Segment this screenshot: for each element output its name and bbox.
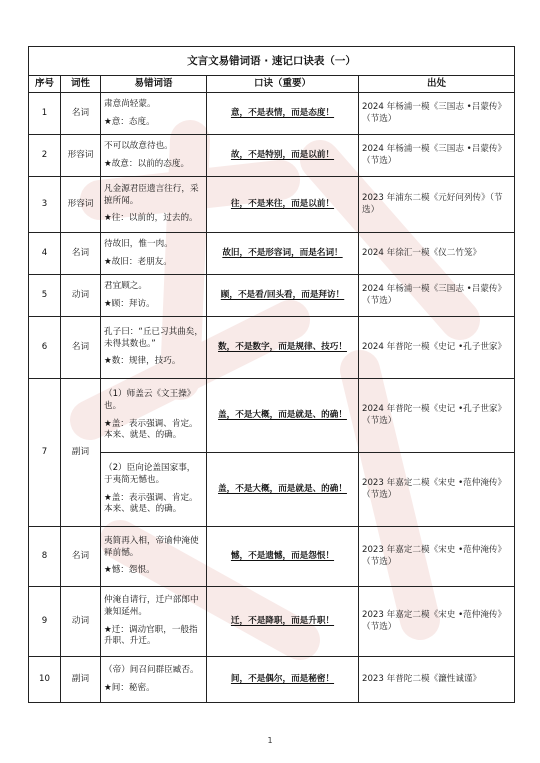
- table-row: [29, 379, 515, 453]
- row-no: 2: [29, 135, 61, 177]
- row-origin: 2024 年杨浦一模《三国志 •吕蒙传》（节选）: [359, 275, 515, 317]
- phrase-source: （1）师盖云《文王操》也。: [104, 389, 196, 411]
- row-no: 8: [29, 527, 61, 587]
- phrase-source: 君宜顾之。: [104, 280, 147, 291]
- table-row: [29, 177, 515, 233]
- table-row: [29, 233, 515, 275]
- row-no: 6: [29, 317, 61, 379]
- row-phrase: [101, 657, 207, 703]
- row-origin: 2024 年杨浦一模《三国志 •吕蒙传》（节选）: [359, 135, 515, 177]
- phrase-gloss: ★意：态度。: [104, 116, 155, 127]
- row-phrase: [101, 135, 207, 177]
- row-mnemonic: 故，不是特别，而是以前！: [230, 149, 335, 160]
- row-mnemonic: 故旧，不是形容词，而是名词！: [222, 247, 343, 258]
- row-no: 3: [29, 177, 61, 233]
- row-mnemonic: 盖，不是大概，而是就是、的确！: [218, 409, 347, 420]
- row-mnemonic: 数，不是数字，而是规律、技巧！: [218, 341, 347, 352]
- phrase-gloss: ★数：规律，技巧。: [104, 356, 181, 367]
- row-phrase: [101, 177, 207, 233]
- phrase-source: 孔子曰：“丘已习其曲矣，未得其数也。”: [104, 327, 203, 349]
- phrase-source: （2）臣向论盖国家事，于夷简无憾也。: [104, 463, 196, 485]
- row-phrase: [101, 453, 207, 527]
- phrase-gloss: ★盖：表示强调、肯定。本来、就是、的确。: [104, 418, 198, 441]
- row-origin: 2023 年嘉定二模《宋史 •范仲淹传》（节选）: [359, 453, 515, 527]
- row-no: 4: [29, 233, 61, 275]
- row-mnemonic: 顾，不是看/回头看，而是拜访！: [220, 289, 345, 300]
- table-row: [29, 587, 515, 657]
- row-pos: 形容词: [61, 177, 101, 233]
- table-row: [29, 93, 515, 135]
- phrase-source: （帝）间召问群臣臧否。: [104, 664, 199, 675]
- row-no: 5: [29, 275, 61, 317]
- row-pos: 动词: [61, 587, 101, 657]
- row-pos: 名词: [61, 527, 101, 587]
- row-mnemonic: 往，不是来往，而是以前！: [230, 198, 335, 209]
- row-pos: 名词: [61, 233, 101, 275]
- row-no: 1: [29, 93, 61, 135]
- row-phrase: [101, 587, 207, 657]
- row-mnemonic: 意，不是表情，而是态度！: [230, 107, 335, 118]
- row-origin: 2023 年浦东二模《元好问列传》（节选）: [359, 177, 515, 233]
- header-mnemonic: 口诀（重要）: [207, 76, 359, 93]
- row-origin: 2024 年普陀一模《史记 •孔子世家》（节选）: [359, 379, 515, 453]
- phrase-source: 仲淹自请行，迁户部郎中兼知延州。: [104, 595, 199, 617]
- phrase-source: 夷简再入相，帝谕仲淹使释前憾。: [104, 536, 199, 558]
- row-pos: 形容词: [61, 135, 101, 177]
- row-no: 7: [29, 379, 61, 527]
- table-row: [29, 135, 515, 177]
- row-origin: 2024 年杨浦一模《三国志 •吕蒙传》（节选）: [359, 93, 515, 135]
- row-pos: 副词: [61, 657, 101, 703]
- table-row: [29, 657, 515, 703]
- phrase-source: 不可以故意待也。: [104, 140, 173, 151]
- row-mnemonic: 憾，不是遗憾，而是怨恨！: [230, 550, 335, 561]
- page-number: 1: [267, 736, 273, 745]
- row-pos: 副词: [61, 379, 101, 527]
- row-phrase: [101, 233, 207, 275]
- header-phrase: 易错词语: [101, 76, 207, 93]
- table-title: 文言文易错词语 · 速记口诀表（一）: [29, 47, 515, 76]
- row-mnemonic: 盖，不是大概，而是就是、的确！: [218, 483, 347, 494]
- row-phrase: [101, 93, 207, 135]
- phrase-gloss: ★故意：以前的态度。: [104, 158, 190, 169]
- header-pos: 词性: [61, 76, 101, 93]
- table-row: [29, 453, 515, 527]
- row-phrase: [101, 379, 207, 453]
- row-phrase: [101, 275, 207, 317]
- row-phrase: [101, 527, 207, 587]
- row-origin: 2023 年普陀二模《濂性诚谨》: [359, 657, 515, 703]
- phrase-gloss: ★憾：怨恨。: [104, 565, 155, 576]
- row-pos: 动词: [61, 275, 101, 317]
- phrase-source: 凡金源君臣遗言往行，采摭所闻。: [104, 184, 199, 206]
- phrase-gloss: ★往：以前的，过去的。: [104, 213, 198, 224]
- row-origin: 2023 年嘉定二模《宋史 •范仲淹传》（节选）: [359, 587, 515, 657]
- phrase-gloss: ★故旧：老朋友。: [104, 256, 172, 267]
- row-origin: 2023 年嘉定二模《宋史 •范仲淹传》（节选）: [359, 527, 515, 587]
- row-no: 10: [29, 657, 61, 703]
- row-mnemonic: 迁，不是降职，而是升职！: [230, 615, 335, 626]
- phrase-source: 待故旧，惟一肉。: [104, 238, 173, 249]
- table-row: [29, 527, 515, 587]
- row-no: 9: [29, 587, 61, 657]
- header-row: [29, 76, 515, 93]
- row-origin: 2024 年普陀一模《史记 •孔子世家》: [359, 317, 515, 379]
- phrase-gloss: ★间：秘密。: [104, 682, 155, 693]
- row-mnemonic: 间，不是偶尔，而是秘密！: [230, 673, 335, 684]
- table-row: [29, 317, 515, 379]
- row-phrase: [101, 317, 207, 379]
- phrase-gloss: ★顾：拜访。: [104, 298, 155, 309]
- header-no: 序号: [29, 76, 61, 93]
- phrase-gloss: ★盖：表示强调、肯定。本来、就是、的确。: [104, 492, 198, 515]
- table-row: [29, 275, 515, 317]
- row-pos: 名词: [61, 93, 101, 135]
- mnemonic-table-sheet: [28, 46, 514, 703]
- header-origin: 出处: [359, 76, 515, 93]
- phrase-gloss: ★迁：调动官职，一般指升职、升迁。: [104, 624, 198, 647]
- row-origin: 2024 年徐汇一模《仪二竹笼》: [359, 233, 515, 275]
- mnemonic-table: [28, 46, 515, 703]
- row-pos: 名词: [61, 317, 101, 379]
- phrase-source: 肃意尚轻蒙。: [104, 98, 156, 109]
